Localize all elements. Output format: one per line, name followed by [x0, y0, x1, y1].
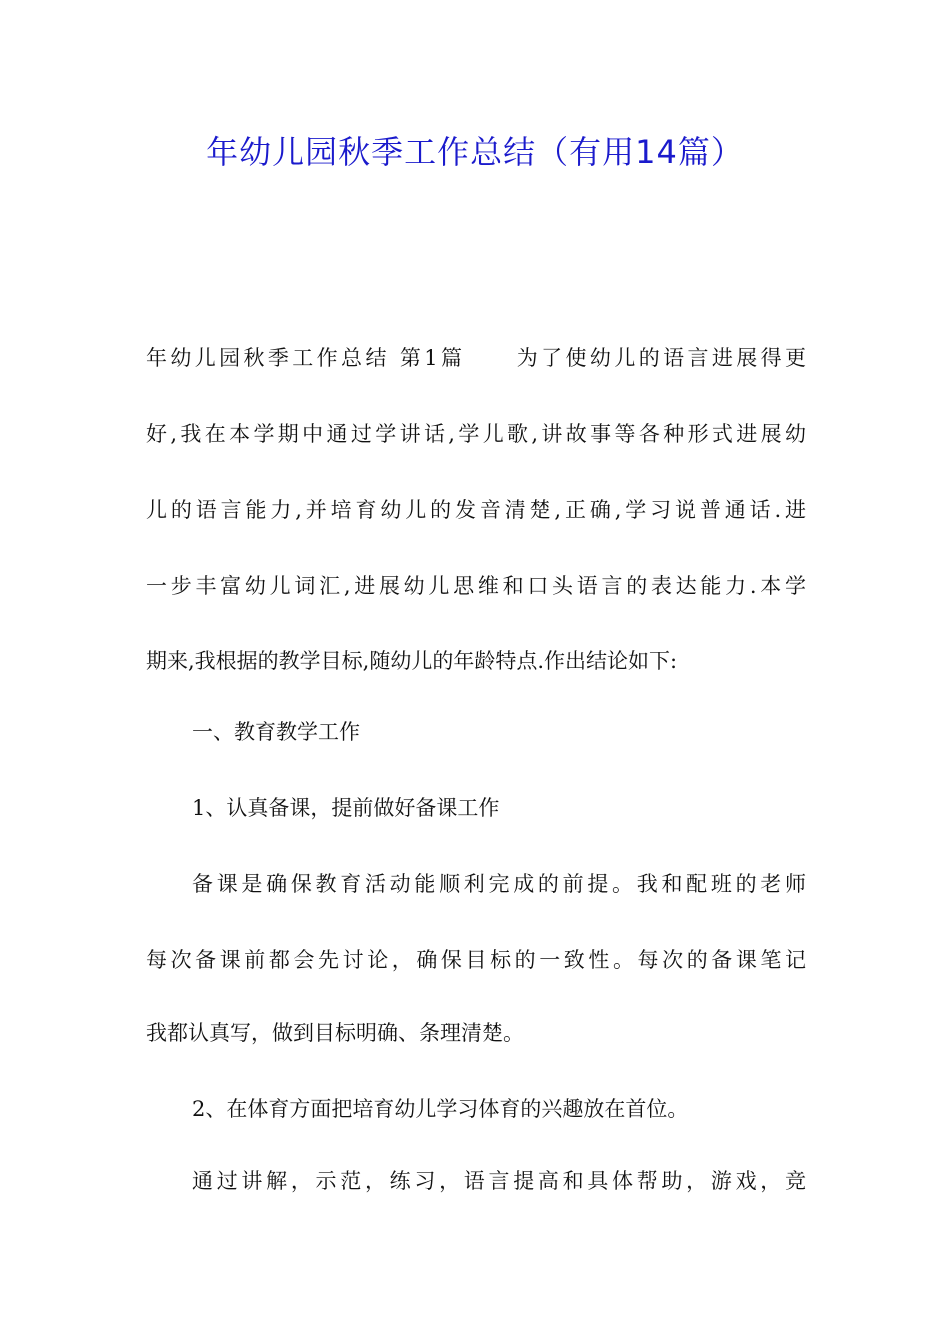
page-title: 年幼儿园秋季工作总结（有用14篇）: [206, 133, 744, 171]
paragraph-line: 好,我在本学期中通过学讲话,学儿歌,讲故事等各种形式进展幼: [146, 422, 806, 446]
paragraph-line: 儿的语言能力,并培育幼儿的发音清楚,正确,学习说普通话.进: [146, 498, 806, 522]
paragraph-line: 年幼儿园秋季工作总结 第1篇 为了使幼儿的语言进展得更: [146, 346, 806, 370]
paragraph-line: 每次备课前都会先讨论，确保目标的一致性。每次的备课笔记: [146, 948, 806, 972]
section-heading: 一、教育教学工作: [192, 720, 360, 744]
item-heading: 1、认真备课，提前做好备课工作: [192, 796, 500, 820]
section-heading: 年幼儿园秋季工作总结 第1篇: [146, 346, 466, 370]
paragraph-line: 一步丰富幼儿词汇,进展幼儿思维和口头语言的表达能力.本学: [146, 574, 806, 598]
paragraph-line: 期来,我根据的教学目标,随幼儿的年龄特点.作出结论如下:: [146, 649, 678, 673]
paragraph-line: 我都认真写，做到目标明确、条理清楚。: [146, 1021, 524, 1045]
paragraph-line: 通过讲解，示范，练习，语言提高和具体帮助，游戏，竞: [192, 1169, 806, 1193]
paragraph-line: 备课是确保教育活动能顺利完成的前提。我和配班的老师: [192, 872, 806, 896]
item-heading: 2、在体育方面把培育幼儿学习体育的兴趣放在首位。: [192, 1097, 689, 1121]
